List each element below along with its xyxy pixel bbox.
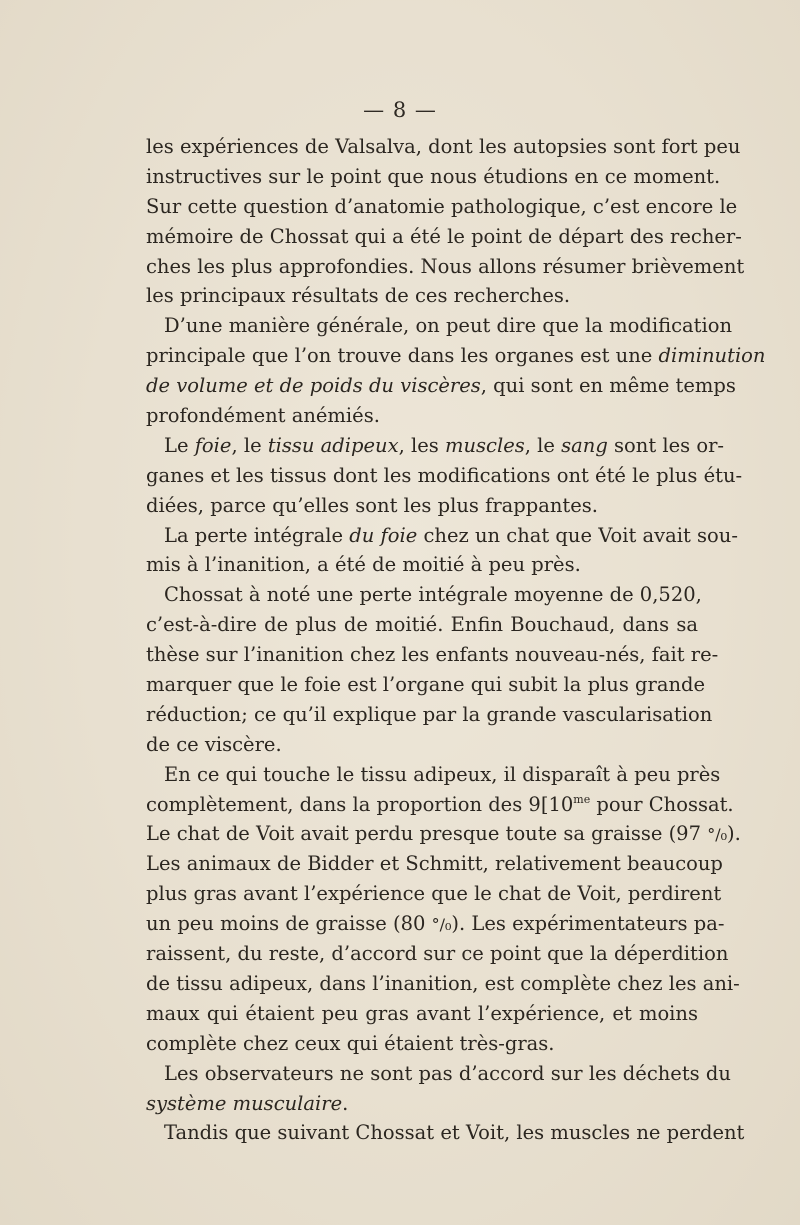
text-line: un peu moins de graisse (80 °/₀). Les expérimentateurs pa-	[146, 912, 725, 936]
text-line: Tandis que suivant Chossat et Voit, les muscles ne perdent	[164, 1121, 745, 1145]
text-line: Le chat de Voit avait perdu presque toute sa graisse (97 °/₀).	[146, 822, 741, 846]
text-line: En ce qui touche le tissu adipeux, il disparaît à peu près	[164, 762, 721, 786]
text-line: complètement, dans la proportion des $9[10^{me}$ pour Chossat.	[146, 792, 734, 816]
text-line: système musculaire.	[146, 1091, 349, 1115]
text-line: instructives sur le point que nous étudions en ce moment.	[146, 164, 721, 188]
text-line: les expériences de Valsalva, dont les autopsies sont fort peu	[146, 135, 741, 158]
text-line: marquer que le foie est l’organe qui subit la plus grande	[146, 673, 706, 697]
text-line: raissent, du reste, d’accord sur ce point que la déperdition	[146, 942, 729, 966]
text-line: de tissu adipeux, dans l’inanition, est complète chez les ani-	[146, 971, 740, 995]
text-line: ches les plus approfondies. Nous allons résumer brièvement	[146, 254, 745, 278]
text-line: thèse sur l’inanition chez les enfants nouveau-nés, fait re-	[146, 643, 719, 667]
text-line: Les animaux de Bidder et Schmitt, relativement beaucoup	[146, 852, 723, 876]
text-line: les principaux résultats de ces recherches.	[146, 284, 571, 308]
page-number: — 8 —	[363, 98, 437, 122]
text-line: Sur cette question d’anatomie pathologique, c’est encore le	[146, 194, 738, 218]
text-line: profondément anémiés.	[146, 404, 380, 428]
text-line: réduction; ce qu’il explique par la grande vascularisation	[146, 702, 713, 726]
text-line: maux qui étaient peu gras avant l’expérience, et moins	[146, 1001, 698, 1025]
text-line: D’une manière générale, on peut dire que la modification	[164, 314, 733, 338]
text-line: Les observateurs ne sont pas d’accord sur les déchets du	[164, 1061, 731, 1085]
text-line: de ce viscère.	[146, 732, 282, 756]
text-line: principale que l’on trouve dans les organes est une diminution	[146, 344, 766, 368]
text-line: La perte intégrale du foie chez un chat que Voit avait sou-	[164, 523, 738, 547]
text-line: plus gras avant l’expérience que le chat de Voit, perdirent	[146, 882, 722, 906]
text-line: diées, parce qu’elles sont les plus frappantes.	[146, 493, 598, 517]
text-line: complète chez ceux qui étaient très-gras.	[146, 1031, 555, 1055]
text-line: mémoire de Chossat qui a été le point de départ des recher-	[146, 224, 742, 248]
text-line: Le foie, le tissu adipeux, les muscles, le sang sont les or-	[164, 433, 724, 457]
text-line: c’est-à-dire de plus de moitié. Enfin Bouchaud, dans sa	[146, 613, 698, 637]
body-text	[146, 132, 766, 1148]
text-line: mis à l’inanition, a été de moitié à peu près.	[146, 553, 581, 577]
text-line: de volume et de poids du viscères, qui sont en même temps	[146, 374, 736, 398]
text-line: ganes et les tissus dont les modifications ont été le plus étu-	[146, 463, 743, 487]
text-line: Chossat à noté une perte intégrale moyenne de 0,520,	[164, 583, 702, 607]
